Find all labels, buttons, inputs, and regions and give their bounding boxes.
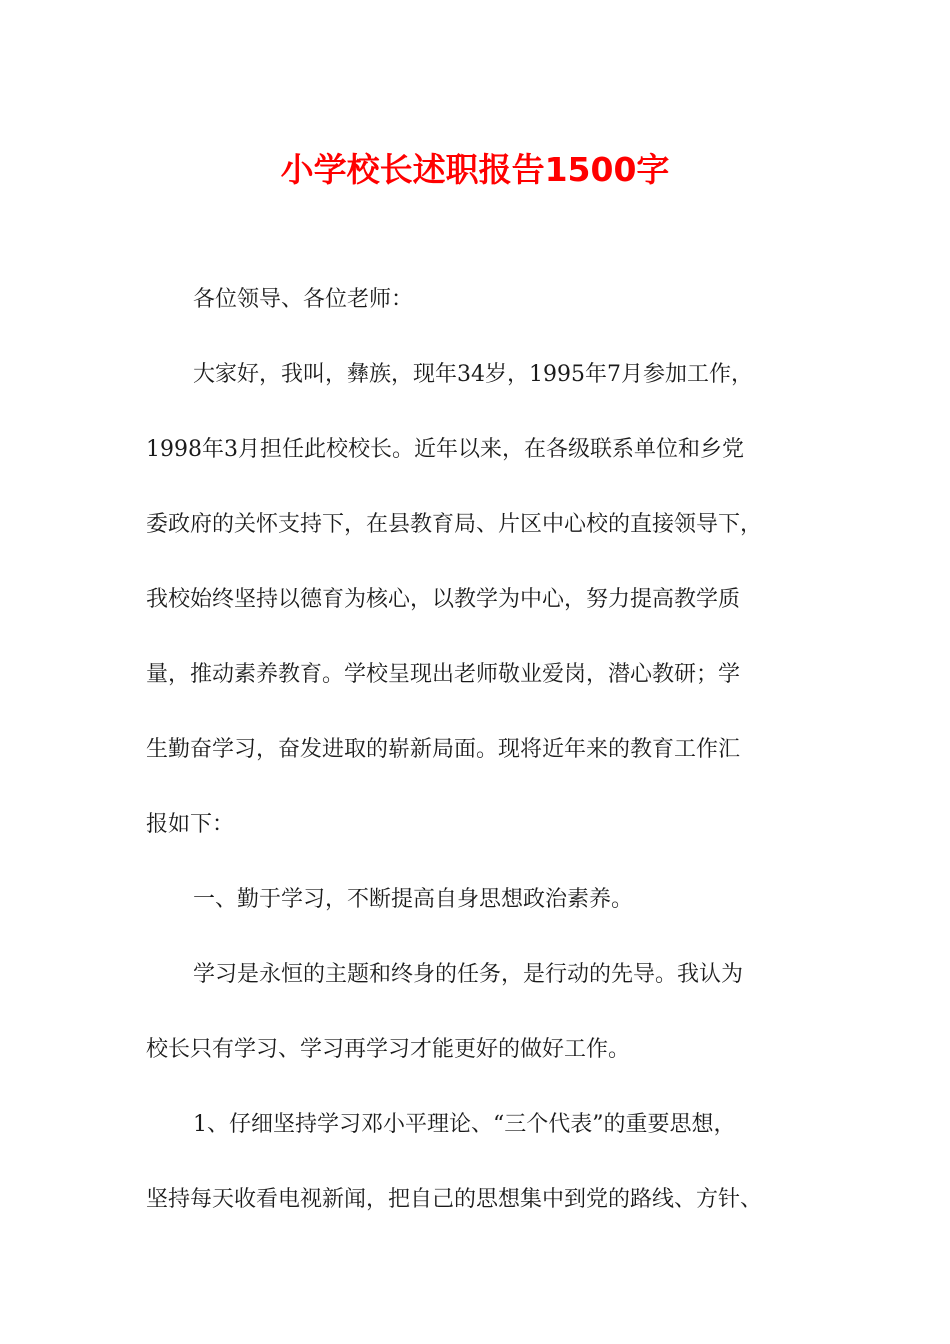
text-line: 一、勤于学习，不断提高自身思想政治素养。 — [193, 887, 634, 912]
text-line: 学习是永恒的主题和终身的任务，是行动的先导。我认为 — [193, 962, 744, 987]
text-line: 我校始终坚持以德育为核心，以教学为中心，努力提高教学质 — [146, 587, 741, 612]
text-line: 1998年3月担任此校校长。近年以来，在各级联系单位和乡党 — [146, 437, 744, 462]
text-line: 报如下： — [146, 812, 235, 837]
text-line: 1、仔细坚持学习邓小平理论、“三个代表”的重要思想， — [193, 1112, 736, 1137]
document-title: 小学校长述职报告1500字 — [280, 150, 670, 189]
text-line: 坚持每天收看电视新闻，把自己的思想集中到党的路线、方针、 — [146, 1187, 763, 1212]
text-line: 委政府的关怀支持下，在县教育局、片区中心校的直接领导下， — [146, 512, 763, 537]
text-line: 校长只有学习、学习再学习才能更好的做好工作。 — [146, 1037, 631, 1062]
document-body — [146, 262, 806, 1237]
text-line: 大家好，我叫，彝族，现年34岁，1995年7月参加工作， — [193, 362, 753, 387]
text-line: 各位领导、各位老师： — [193, 287, 414, 312]
text-line: 生勤奋学习，奋发进取的崭新局面。现将近年来的教育工作汇 — [146, 737, 741, 762]
text-line: 量，推动素养教育。学校呈现出老师敬业爱岗，潜心教研；学 — [146, 662, 741, 687]
